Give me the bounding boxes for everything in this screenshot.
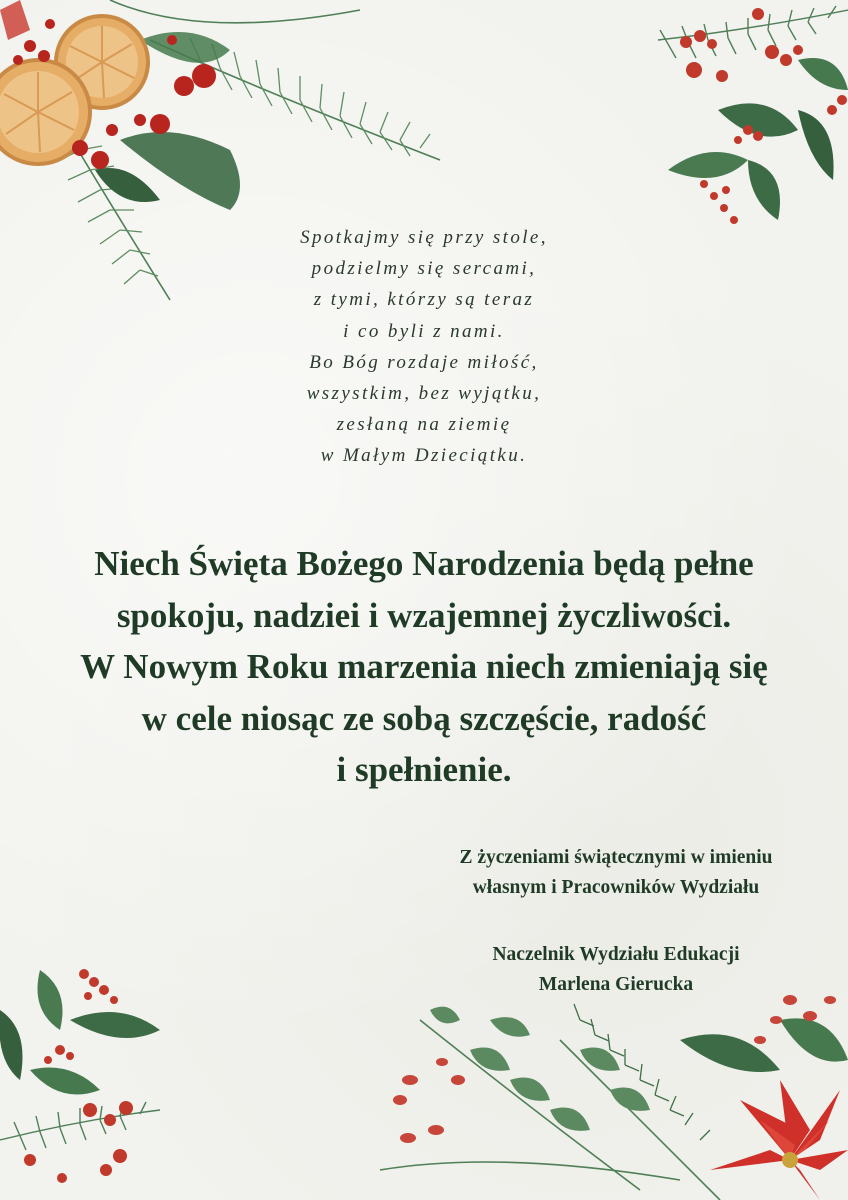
- wish-line: spokoju, nadziei i wzajemnej życzliwości.: [116, 595, 732, 635]
- holly-berries-top-right: [648, 0, 848, 240]
- wish-line: i spełnienie.: [336, 750, 512, 789]
- poem: [0, 222, 848, 472]
- poem-line: i co byli z nami.: [343, 320, 505, 342]
- poem-line: z tymi, którzy są teraz: [313, 289, 535, 311]
- signoff-line: własnym i Pracowników Wydziału: [472, 877, 760, 898]
- poem-line: zesłaną na ziemię: [336, 414, 512, 436]
- wish-line: Niech Święta Bożego Narodzenia będą pełne: [94, 544, 754, 583]
- wish-line: w cele niosąc ze sobą szczęście, radość: [141, 698, 707, 738]
- poinsettia-branches-bottom-right: [380, 980, 848, 1200]
- poem-line: podzielmy się sercami,: [311, 258, 537, 280]
- poem-line: w Małym Dzieciątku.: [320, 445, 528, 467]
- signature-title: Naczelnik Wydziału Edukacji: [492, 944, 740, 965]
- signature: [396, 940, 836, 1000]
- poem-line: Bo Bóg rozdaje miłość,: [309, 351, 539, 373]
- signoff-line: Z życzeniami świątecznymi w imieniu: [459, 847, 773, 868]
- signature-name: Marlena Gierucka: [538, 974, 694, 995]
- signoff: [396, 843, 836, 903]
- poem-line: Spotkajmy się przy stole,: [300, 227, 548, 248]
- holly-berries-bottom-left: [0, 960, 170, 1200]
- holiday-wishes: [0, 538, 848, 796]
- poem-line: wszystkim, bez wyjątku,: [306, 383, 542, 405]
- wish-line: W Nowym Roku marzenia niech zmieniają się: [80, 647, 768, 686]
